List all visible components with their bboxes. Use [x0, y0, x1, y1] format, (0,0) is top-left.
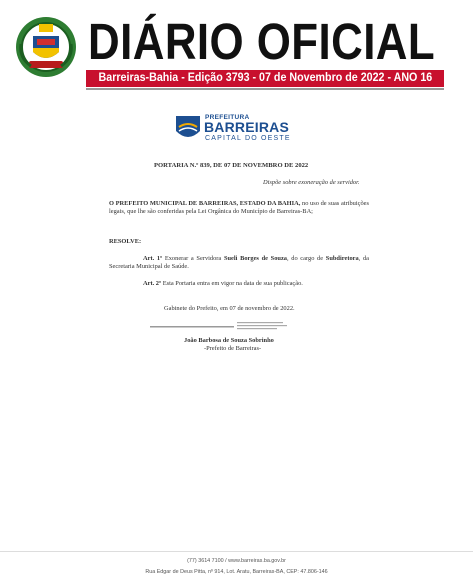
- signatory-role: -Prefeito de Barreiras-: [204, 345, 262, 352]
- preamble-bold: O PREFEITO MUNICIPAL DE BARREIRAS, ESTADO DA BAHIA,: [109, 200, 301, 207]
- preamble-paragraph: [109, 200, 369, 216]
- journal-title: DIÁRIO OFICIAL: [88, 13, 436, 70]
- portaria-heading: PORTARIA N.º 839, DE 07 DE NOVEMBRO DE 2022: [154, 162, 309, 169]
- art1-text-a: Exonerar a Servidora: [162, 255, 224, 262]
- signature-stamp-mark: [237, 322, 287, 332]
- art1-role: Subdiretora: [325, 255, 359, 262]
- footer-contact: (77) 3614 7100 / www.barreiras.ba.gov.br: [187, 558, 286, 564]
- resolve-label: RESOLVE:: [109, 238, 142, 245]
- art1-text-c: , da Secretaria Municipal de Saúde.: [109, 255, 369, 270]
- art1-text-b: , do cargo de: [286, 255, 326, 262]
- footer-address: Rua Edgar de Deus Pitta, nº 914, Lot. Aratu, Barreiras-BA, CEP: 47.806-146: [145, 569, 328, 575]
- art1-name: Sueli Borges de Souza: [223, 255, 287, 262]
- art2-label: Art. 2º: [143, 280, 162, 287]
- article-2: [143, 280, 303, 288]
- header-divider: [86, 88, 444, 90]
- closing-line: Gabinete do Prefeito, em 07 de novembro de 2022.: [164, 305, 295, 312]
- prefeitura-logo: [175, 113, 303, 147]
- logo-barreiras: BARREIRAS: [204, 119, 290, 135]
- art2-text: Esta Portaria entra em vigor na data de sua publicação.: [161, 280, 303, 287]
- edition-bar: [86, 70, 444, 87]
- art1-label: Art. 1º: [143, 255, 163, 262]
- preamble-text: no uso de suas atribuições legais, que lhe são conferidas pela Lei Orgânica do Município de Barreiras-BA;: [109, 200, 369, 215]
- logo-prefeitura: PREFEITURA: [205, 114, 250, 121]
- digital-signature-mark: [150, 324, 234, 330]
- ementa: Dispõe sobre exoneração de servidor.: [263, 179, 360, 186]
- signatory-name: João Barbosa de Souza Sobrinho: [184, 337, 274, 344]
- edition-line: Barreiras-Bahia - Edição 3793 - 07 de Novembro de 2022 - ANO 16: [98, 72, 433, 84]
- prefeitura-shield-icon: [175, 115, 201, 143]
- footer-divider: [0, 551, 473, 552]
- municipal-crest-icon: [13, 14, 79, 80]
- logo-subtitle: CAPITAL DO OESTE: [205, 135, 291, 142]
- article-1: [109, 255, 369, 271]
